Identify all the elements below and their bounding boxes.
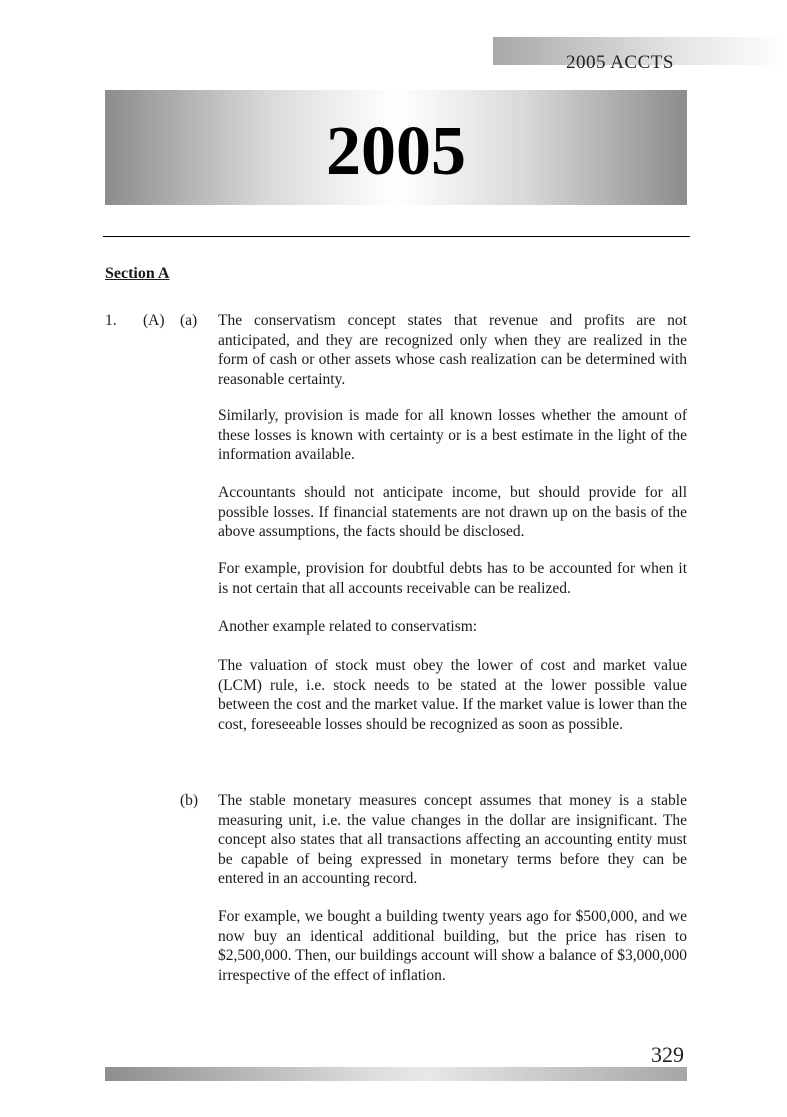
page-title: 2005 [326,112,466,190]
paragraph-a-1: The conservatism concept states that revenue and profits are not anticipated, and they are recognized only when they are realized in the form of cash or other assets whose cash realization can be determined with reasonable certainty. [218,312,687,388]
paragraph-a-3: Accountants should not anticipate income, but should provide for all possible losses. If financial statements are not drawn up on the basis of the above assumptions, the facts should be disclosed. [218,484,687,540]
paragraph-b-1: The stable monetary measures concept assumes that money is a stable measuring unit, i.e. the value changes in the dollar are insignificant. The concept also states that all transactions affecting an accounting entity must be capable of being expressed in monetary terms before they can be entered in an accounting record. [218,792,687,887]
paragraph-a-6: The valuation of stock must obey the lower of cost and market value (LCM) rule, i.e. stock needs to be stated at the lower possible value between the cost and the market value. If the market value is lower than the cost, foreseeable losses should be recognized as soon as possible. [218,657,687,733]
section-heading: Section A [105,265,170,282]
question-part: (A) [143,312,165,329]
subpart-a-label: (a) [180,312,198,329]
footer-bar [105,1067,687,1081]
paragraph-a-2: Similarly, provision is made for all known losses whether the amount of these losses is known with certainty or is a best estimate in the light of the information available. [218,407,687,463]
paragraph-b-2: For example, we bought a building twenty years ago for $500,000, and we now buy an identical additional building, but the price has risen to $2,500,000. Then, our buildings account will show a balance of $3,000,000 irrespective of the effect of inflation. [218,908,687,984]
header-label: 2005 ACCTS [566,52,674,73]
title-banner [105,90,687,205]
divider-rule [103,236,690,237]
paragraph-a-4: For example, provision for doubtful debts has to be accounted for when it is not certain that all accounts receivable can be realized. [218,560,687,597]
subpart-b-label: (b) [180,792,199,809]
paragraph-a-5: Another example related to conservatism: [218,618,478,635]
question-number: 1. [105,312,117,329]
page-number: 329 [651,1042,684,1067]
